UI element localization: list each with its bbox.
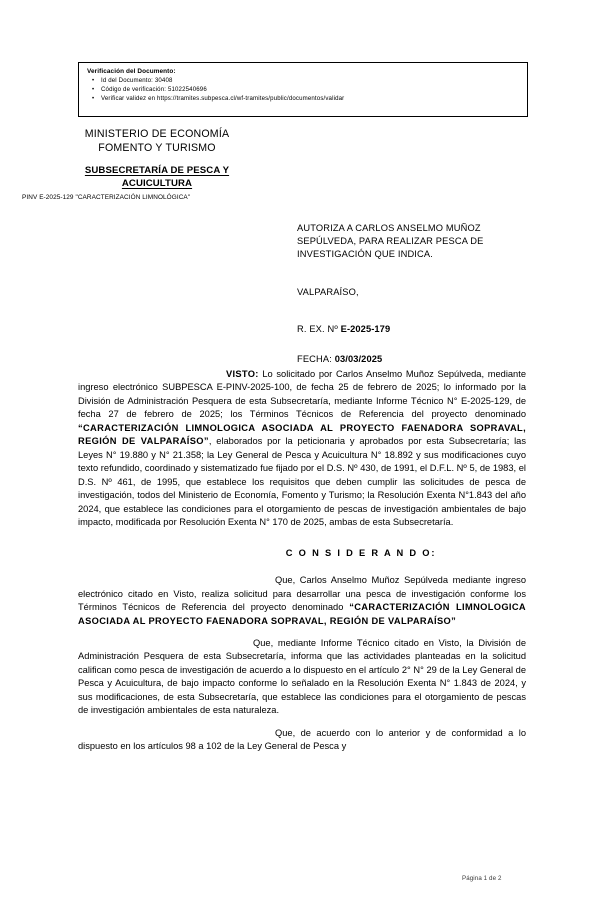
subsecretaria-name xyxy=(22,165,292,190)
bullet-icon: • xyxy=(92,86,95,93)
considerando-3-text: Que, de acuerdo con lo anterior y de conformidad a lo dispuesto en los artículos 98 a 102 de la Ley General de Pesca y xyxy=(78,727,526,752)
paragraph-considerando-1 xyxy=(78,574,526,628)
page-indicator: Página 1 de 2 xyxy=(462,875,502,882)
resolution-number-value: E-2025-179 xyxy=(340,323,391,334)
verification-item-list xyxy=(87,77,527,104)
letterhead xyxy=(22,128,292,190)
visto-project-name: “CARACTERIZACIÓN LIMNOLOGICA ASOCIADA AL PROYECTO FAENADORA SOPRAVAL, REGIÓN DE VALPARAÍSO” xyxy=(78,422,526,447)
verification-item-label: Código de verificación: 51022540696 xyxy=(101,86,207,94)
resolution-date-row xyxy=(297,353,528,366)
subsecretaria-line-2: ACUICULTURA xyxy=(121,177,193,189)
paragraph-considerando-3 xyxy=(78,727,526,754)
verification-item-url xyxy=(92,95,527,104)
ministry-name-line-1: MINISTERIO DE ECONOMÍA xyxy=(84,128,230,140)
project-reference-code: PINV E-2025-129 "CARACTERIZACIÓN LIMNOLÓGICA" xyxy=(22,194,191,201)
resolution-date-label: FECHA: xyxy=(297,353,335,364)
resolution-number-label: R. EX. Nº xyxy=(297,323,341,334)
document-heading-block xyxy=(297,222,528,366)
ministry-name-line-2: FOMENTO Y TURISMO xyxy=(98,141,216,154)
verification-item-document-id xyxy=(92,77,527,86)
considerando-heading: C O N S I D E R A N D O: xyxy=(285,547,437,558)
verification-item-label: Id del Documento: 30408 xyxy=(101,77,173,85)
visto-text-part-2: , elaborados por la peticionaria y aprobados por esta Subsecretaría; las Leyes N° 19.880 y N° 21.358; la Ley General de Pesca y Acuicultura N° 18.892 y sus modificaciones cuyo texto refundido, coordinado y sistematizado fue fijado por el D.S. Nº 430, de 1991, el D.F.L. Nº 5, de 1983, el D.S. Nº 461, de 1995, que establece los requisitos que deben cumplir las solicitudes de pesca de investigación, todos del Ministerio de Economía, Fomento y Turismo; la Resolución Exenta N°1.843 del año 2024, que establece las condiciones para el otorgamiento de pescas de investigación ambientales de bajo impacto, modificada por Resolución Exenta N° 170 de 2025, ambas de esta Subsecretaría. xyxy=(78,436,526,528)
page-title: AUTORIZA A CARLOS ANSELMO MUÑOZ SEPÚLVEDA, PARA REALIZAR PESCA DE INVESTIGACIÓN QUE INDICA. xyxy=(297,223,484,260)
resolution-number-row xyxy=(297,323,528,336)
considerando-1-project-name: “CARACTERIZACIÓN LIMNOLOGICA ASOCIADA AL PROYECTO FAENADORA SOPRAVAL, REGIÓN DE VALPARAÍSO” xyxy=(78,602,526,626)
verification-item-code xyxy=(92,86,527,95)
subsecretaria-line-1: SUBSECRETARÍA DE PESCA Y xyxy=(84,164,230,176)
paragraph-visto xyxy=(78,368,526,530)
visto-text-part-1: Lo solicitado por Carlos Anselmo Muñoz Sepúlveda, mediante ingreso electrónico SUBPESCA E-PINV-2025-100, de fecha 25 de febrero de 2025; lo informado por la División de Administración Pesquera de esta Subsecretaría, mediante Informe Técnico N° E-2025-129, de fecha 27 de febrero de 2025; los Términos Técnicos de Referencia del proyecto denominado xyxy=(78,369,526,420)
considerando-1-text: Que, Carlos Anselmo Muñoz Sepúlveda mediante ingreso electrónico citado en Visto, realiza solicitud para desarrollar una pesca de investigación conforme los Términos Técnicos de Referencia del proyecto denominado xyxy=(78,575,526,613)
issue-place: VALPARAÍSO, xyxy=(297,286,359,297)
verification-box xyxy=(78,62,528,117)
verification-box-title: Verificación del Documento: xyxy=(87,68,176,75)
visto-label: VISTO: xyxy=(226,369,259,379)
document-body xyxy=(78,368,526,763)
considerando-2-text: Que, mediante Informe Técnico citado en Visto, la División de Administración Pesquera de esta Subsecretaría, informa que las actividades planteadas en la solicitud califican como pesca de investigación de acuerdo a lo dispuesto en el artículo 2° N° 29 de la Ley General de Pesca y Acuicultura, de bajo impacto conforme lo señalado en la Resolución Exenta N° 1.843 de 2024, y sus modificaciones, de esta Subsecretaría, que establece las condiciones para el otorgamiento de pescas de investigación ambientales de esta naturaleza. xyxy=(78,637,526,716)
bullet-icon: • xyxy=(92,95,95,102)
verification-item-label: Verificar validez en https://tramites.subpesca.cl/wf-tramites/public/documentos/validar xyxy=(101,95,345,103)
resolution-date-value: 03/03/2025 xyxy=(334,353,383,364)
paragraph-considerando-2 xyxy=(78,637,526,718)
bullet-icon: • xyxy=(92,77,95,84)
